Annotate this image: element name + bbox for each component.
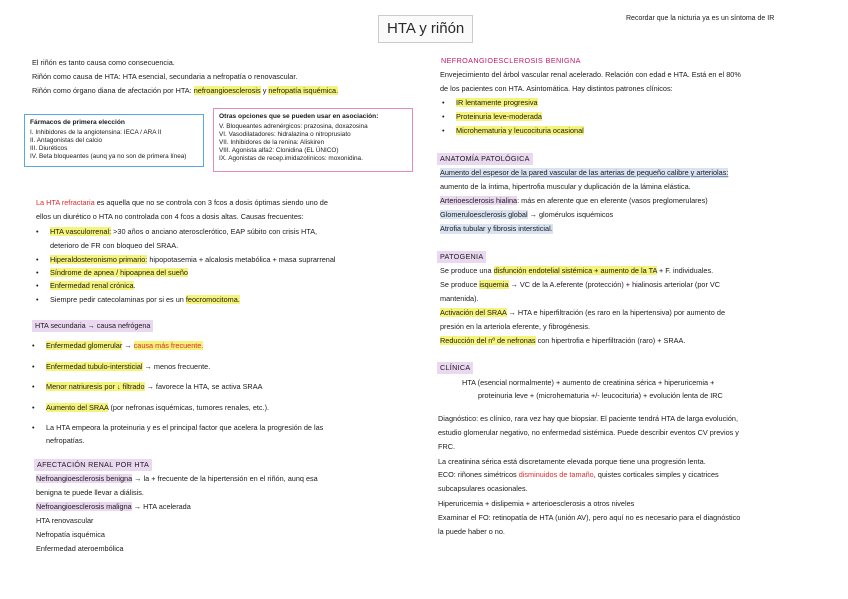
intro-line-2: Riñón como causa de HTA: HTA esencial, secundaria a nefropatía o renovascular. bbox=[32, 72, 298, 81]
renal-item: HTA renovascular bbox=[36, 516, 94, 525]
secondary-title: HTA secundaria → causa nefrógena bbox=[32, 320, 153, 332]
clinic-diag-7: Hiperuricemia + dislipemia + arterioesclerosis a otros niveles bbox=[438, 499, 635, 508]
clinic-diag-5 bbox=[438, 470, 719, 480]
secondary-item-red: causa más frecuente. bbox=[133, 341, 204, 350]
clinic-red: disminuidos de tamaño bbox=[518, 470, 594, 479]
secondary-item: • Enfermedad glomerular → causa más frecuente. bbox=[32, 341, 204, 350]
secondary-item-text: → favorece la HTA, se activa SRAA bbox=[144, 382, 263, 391]
other-option-item: V. Bloqueantes adrenérgicos: prazosina, doxazosina bbox=[219, 123, 368, 131]
refractory-term: La HTA refractaria bbox=[36, 198, 95, 207]
other-option-item: IX. Agonistas de recep.imidazolínicos: moxonidina. bbox=[219, 155, 363, 163]
anatomy-line-1: Aumento del espesor de la pared vascular de las arterias de pequeño calibre y arteriolas: bbox=[440, 168, 729, 177]
anatomy-title: ANATOMÍA PATOLÓGICA bbox=[437, 153, 533, 165]
renal-item: Enfermedad ateroembólica bbox=[36, 544, 124, 553]
refractory-item-hl: feocromocitoma. bbox=[185, 295, 240, 304]
refractory-item: • Enfermedad renal crónica. bbox=[36, 281, 136, 290]
benign-item-hl: Proteinuria leve-moderada bbox=[456, 112, 542, 121]
pathogenesis-title: PATOGENIA bbox=[437, 251, 486, 263]
refractory-item: • HTA vasculorrenal: >30 años o anciano aterosclerótico, EAP súbito con crisis HTA, bbox=[36, 227, 318, 236]
refractory-item: • Siempre pedir catecolaminas por si es un feocromocitoma. bbox=[36, 295, 240, 304]
renal-malign-text: → HTA acelerada bbox=[131, 502, 191, 511]
refractory-line-2: ellos un diurético o HTA no controlada con 4 fcos a dosis altas. Causas frecuentes: bbox=[36, 212, 304, 221]
clinic-diag-1: Diagnóstico: es clínico, rara vez hay que biopsiar. El paciente tendrá HTA de larga evolución, bbox=[438, 414, 739, 423]
refractory-item bbox=[50, 241, 178, 251]
clinic-diag-4: La creatinina sérica está discretamente elevada porque tiene una progresión lenta. bbox=[438, 457, 706, 466]
refractory-item-text: deterioro de FR con bloqueo del SRAA. bbox=[50, 241, 179, 250]
refractory-text-1: es aquella que no se controla con 3 fcos a dosis óptimas siendo uno de bbox=[96, 198, 328, 207]
anatomy-line-4-text: → glomérulos isquémicos bbox=[527, 210, 614, 219]
secondary-item: • Aumento del SRAA (por nefronas isquémicas, tumores renales, etc.). bbox=[32, 403, 270, 412]
secondary-item-hl: Aumento del SRAA bbox=[46, 403, 109, 412]
intro-line-1: El riñón es tanto causa como consecuencia. bbox=[32, 58, 175, 67]
other-options-title: Otras opciones que se pueden usar en asociación: bbox=[219, 113, 379, 120]
pathogenesis-line-5: presión en la arteriola eferente, y fibrogénesis. bbox=[440, 322, 591, 331]
pathogenesis-text: + F. individuales. bbox=[656, 266, 714, 275]
secondary-item-text: → bbox=[122, 341, 134, 350]
other-options-box bbox=[213, 108, 413, 172]
benign-text-1: Envejecimiento del árbol vascular renal acelerado. Relación con edad e HTA. Está en el 80% bbox=[440, 70, 741, 79]
benign-item-hl: IR lentamente progresiva bbox=[456, 98, 538, 107]
clinic-title: CLÍNICA bbox=[437, 362, 473, 374]
pathogenesis-line-1 bbox=[440, 266, 713, 276]
clinic-diag-2: estudio glomerular negativo, no enfermedad sistémica. Puede describir eventos CV previos y bbox=[438, 428, 739, 437]
secondary-item-text: La HTA empeora la proteinuria y es el principal factor que acelera la progresión de las bbox=[46, 423, 324, 432]
refractory-item-hl: Síndrome de apnea / hipoapnea del sueño bbox=[50, 268, 188, 277]
anatomy-line-3 bbox=[440, 196, 708, 206]
benign-text-2: de los pacientes con HTA. Asintomática. Hay distintos patrones clínicos: bbox=[440, 84, 673, 93]
pathogenesis-line-3: mantenida). bbox=[440, 294, 479, 303]
header-note: Recordar que la nicturia ya es un síntoma de IR bbox=[626, 15, 775, 22]
intro-line-3-text: Riñón como órgano diana de afectación por HTA: bbox=[32, 86, 192, 95]
first-line-title: Fármacos de primera elección bbox=[30, 119, 125, 126]
clinic-diag-8: Examinar el FO: retinopatía de HTA (unión AV), pero aquí no es necesario para el diagnóstico bbox=[438, 513, 741, 522]
anatomy-line-4 bbox=[440, 210, 613, 220]
other-option-item: VII. Inhibidores de la renina: Aliskiren bbox=[219, 139, 325, 147]
other-option-item: VI. Vasodilatadores: hidralazina o nitroprusiato bbox=[219, 131, 351, 139]
renal-malign-line bbox=[36, 502, 191, 512]
clinic-diag-6: subcapsulares ocasionales. bbox=[438, 484, 528, 493]
clinic-text: ECO: riñones simétricos bbox=[438, 470, 519, 479]
secondary-item: • Menor natriuresis por ↓ filtrado → favorece la HTA, se activa SRAA bbox=[32, 382, 263, 391]
first-line-item: I. Inhibidores de la angiotensina: IECA / ARA II bbox=[30, 129, 162, 137]
pathogenesis-text: Se produce una bbox=[440, 266, 494, 275]
anatomy-line-2: aumento de la íntima, hipertrofia muscular y duplicación de la lámina elástica. bbox=[440, 182, 691, 191]
clinic-diag-9: la puede haber o no. bbox=[438, 527, 505, 536]
secondary-item-text: → menos frecuente. bbox=[142, 362, 211, 371]
refractory-item-text: >30 años o anciano aterosclerótico, EAP súbito con crisis HTA, bbox=[111, 227, 318, 236]
secondary-item-hl: Menor natriuresis por ↓ filtrado bbox=[46, 382, 145, 391]
renal-benign-line bbox=[36, 474, 318, 484]
refractory-item-text: Siempre pedir catecolaminas por si es un bbox=[50, 295, 186, 304]
pathogenesis-text: → HTA e hiperfiltración (es raro en la hipertensiva) por aumento de bbox=[506, 308, 726, 317]
first-line-item: II. Antagonistas del calcio bbox=[30, 137, 103, 145]
secondary-item: • La HTA empeora la proteinuria y es el principal factor que acelera la progresión de las bbox=[32, 423, 324, 432]
pathogenesis-text: Se produce bbox=[440, 280, 480, 289]
intro-line-3 bbox=[32, 86, 338, 96]
renal-item: Nefropatía isquémica bbox=[36, 530, 105, 539]
secondary-item-hl: Enfermedad glomerular bbox=[46, 341, 123, 350]
benign-title: NEFROANGIOESCLEROSIS BENIGNA bbox=[441, 56, 581, 65]
refractory-item-text: hipopotasemia + alcalosis metabólica + masa suprarrenal bbox=[147, 255, 336, 264]
pathogenesis-text: → VC de la A.eferente (protección) + hialinosis arteriolar (por VC bbox=[508, 280, 721, 289]
intro-nefro: nefroangioesclerosis bbox=[193, 86, 261, 95]
pathogenesis-hl: Activación del SRAA bbox=[440, 308, 507, 317]
secondary-item: • Enfermedad tubulo-intersticial → menos frecuente. bbox=[32, 362, 211, 371]
intro-isquemica: nefropatía isquémica. bbox=[268, 86, 339, 95]
secondary-item-text: (por nefronas isquémicas, tumores renales, etc.). bbox=[108, 403, 270, 412]
benign-item: • Proteinuria leve-moderada bbox=[442, 112, 542, 121]
pathogenesis-hl: isquemia bbox=[479, 280, 509, 289]
refractory-line-1 bbox=[36, 198, 328, 208]
renal-benign-term: Nefroangioesclerosis benigna bbox=[36, 474, 133, 483]
intro-and: y bbox=[262, 86, 267, 95]
anatomy-line-3-text: : más en aferente que en eferente (vasos preglomerulares) bbox=[517, 196, 708, 205]
anatomy-hialina: Arterioesclerosis hialina bbox=[440, 196, 518, 205]
anatomy-glomerulo: Glomeruloesclerosis global bbox=[440, 210, 528, 219]
refractory-item-text: . bbox=[133, 281, 136, 290]
clinic-diag-3: FRC. bbox=[438, 442, 456, 451]
pathogenesis-line-4 bbox=[440, 308, 725, 318]
refractory-item: • Hiperaldosteronismo primario: hipopotasemia + alcalosis metabólica + masa suprarrenal bbox=[36, 255, 336, 264]
page-title: HTA y riñón bbox=[378, 15, 473, 43]
first-line-drugs-box bbox=[24, 114, 204, 167]
refractory-item-hl: Hiperaldosteronismo primario: bbox=[50, 255, 148, 264]
refractory-item-hl: Enfermedad renal crónica bbox=[50, 281, 134, 290]
pathogenesis-hl: Reducción del nº de nefronas bbox=[440, 336, 536, 345]
first-line-item: III. Diuréticos bbox=[30, 145, 68, 153]
pathogenesis-hl: disfunción endotelial sistémica + aumento de la TA bbox=[493, 266, 657, 275]
benign-item: • IR lentamente progresiva bbox=[442, 98, 538, 107]
secondary-item-text: nefropatías. bbox=[46, 436, 85, 445]
clinic-text: , quistes corticales simples y cicatrices bbox=[593, 470, 719, 479]
refractory-item: • Síndrome de apnea / hipoapnea del sueño bbox=[36, 268, 188, 277]
clinic-line-2: proteinuria leve + (microhematuria +/- leucocituria) + evolución lenta de IRC bbox=[478, 391, 723, 400]
benign-item: • Microhematuria y leucocituria ocasional bbox=[442, 126, 584, 135]
secondary-item bbox=[46, 436, 85, 446]
first-line-item: IV. Beta bloqueantes (aunq ya no son de primera línea) bbox=[30, 153, 187, 161]
pathogenesis-text: con hipertrofia e hiperfiltración (raro) + SRAA. bbox=[535, 336, 686, 345]
pathogenesis-line-6 bbox=[440, 336, 685, 346]
benign-item-hl: Microhematuria y leucocituria ocasional bbox=[456, 126, 584, 135]
refractory-item-hl: HTA vasculorrenal: bbox=[50, 227, 112, 236]
secondary-item-hl: Enfermedad tubulo-intersticial bbox=[46, 362, 143, 371]
renal-malign-term: Nefroangioesclerosis maligna bbox=[36, 502, 132, 511]
anatomy-line-5: Atrofia tubular y fibrosis intersticial. bbox=[440, 224, 553, 233]
pathogenesis-line-2 bbox=[440, 280, 720, 290]
other-option-item: VIII. Agonista alfa2: Clonidina (EL ÚNICO) bbox=[219, 147, 339, 155]
renal-title: AFECTACIÓN RENAL POR HTA bbox=[34, 459, 152, 471]
renal-benign-line-2: benigna te puede llevar a diálisis. bbox=[36, 488, 144, 497]
clinic-line-1: HTA (esencial normalmente) + aumento de creatinina sérica + hiperuricemia + bbox=[462, 378, 715, 387]
renal-benign-text: → la + frecuente de la hipertensión en el riñón, aunq esa bbox=[132, 474, 318, 483]
